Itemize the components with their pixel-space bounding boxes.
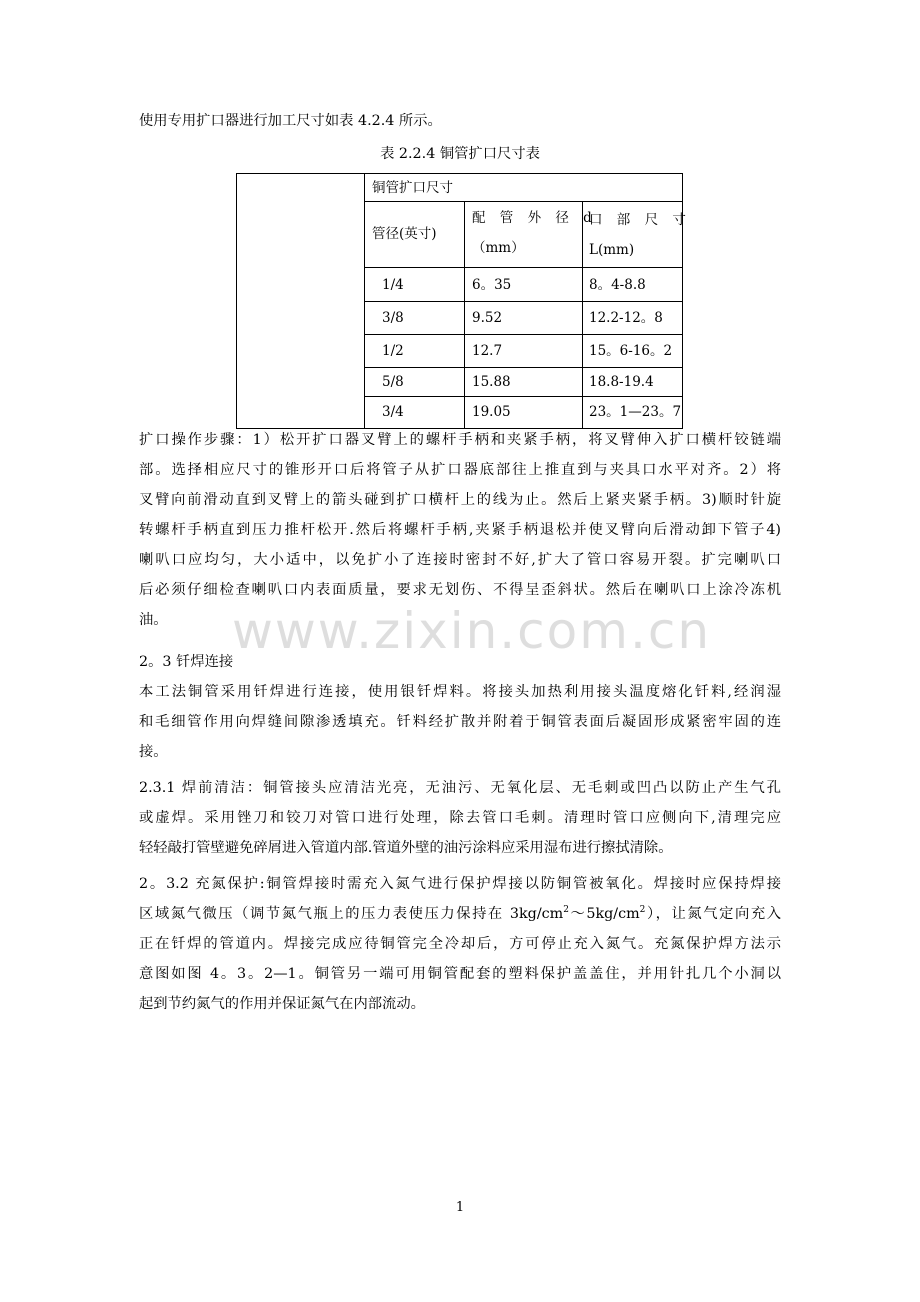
paragraph-line: 或虚焊。采用锉刀和铰刀对管口进行处理，除去管口毛刺。清理时管口应侧向下,清理完应 [139,810,781,826]
table-divider [364,396,683,397]
paragraph-line: 和毛细管作用向焊缝间隙渗透填充。钎料经扩散并附着于铜管表面后凝固形成紧密牢固的连 [139,714,781,730]
paragraph-line: 转螺杆手柄直到压力推杆松开.然后将螺杆手柄,夹紧手柄退松并使叉臂向后滑动卸下管子4) [139,522,781,538]
table-divider [364,201,683,202]
column-header-size: 管径(英寸) [372,226,437,242]
paragraph-line: 本工法铜管采用钎焊进行连接，使用银钎焊料。将接头加热利用接头温度熔化钎料,经润湿 [139,684,781,700]
superscript: 2 [563,905,569,916]
table-cell-mouth: 23。1—23。7 [589,404,682,420]
table-cell-outer: 9.52 [472,310,503,326]
intro-line: 使用专用扩口器进行加工尺寸如表 4.2.4 所示。 [139,113,442,129]
watermark: www.zixin.com.cn [232,602,712,660]
table-cell-outer: 12.7 [472,343,503,359]
paragraph-line: 起到节约氮气的作用并保证氮气在内部流动。 [139,996,425,1012]
paragraph-line: 部。选择相应尺寸的锥形开口后将管子从扩口器底部往上推直到与夹具口水平对齐。2）将 [139,462,781,478]
text-span: 区域氮气微压（调节氮气瓶上的压力表使压力保持在 3kg/cm [139,906,564,922]
paragraph-line: 轻轻敲打管壁避免碎屑进入管道内部.管道外壁的油污涂料应采用湿布进行擦拭清除。 [139,840,673,856]
table-cell-mouth: 8。4-8.8 [589,277,646,293]
paragraph-line: 扩口操作步骤：1）松开扩口器叉臂上的螺杆手柄和夹紧手柄，将叉臂伸入扩口横杆铰链端 [139,432,781,448]
paragraph-line: 后必须仔细检查喇叭口内表面质量，要求无划伤、不得呈歪斜状。然后在喇叭口上涂冷冻机 [139,582,781,598]
table-divider [464,201,465,428]
table-divider [582,201,583,428]
column-header-mouth-size: 口 部 尺 寸 [589,212,691,228]
paragraph-line [139,899,781,929]
table-group-header: 铜管扩口尺寸 [372,180,453,196]
superscript: 2 [639,905,646,916]
table-cell-size: 3/8 [382,310,404,326]
paragraph-line: 接。 [139,744,168,760]
flare-size-table [236,173,691,429]
table-divider [364,267,683,268]
column-header-outer-diameter-unit: （mm） [472,240,525,256]
table-cell-size: 1/2 [382,343,404,359]
table-cell-mouth: 12.2-12。8 [589,310,663,326]
paragraph-line: 正在钎焊的管道内。焊接完成应待铜管完全冷却后，方可停止充入氮气。充氮保护焊方法示 [139,936,781,952]
paragraph-line: 2。3.2 充氮保护:铜管焊接时需充入氮气进行保护焊接以防铜管被氧化。焊接时应保持焊接 [139,876,781,892]
text-span: ～5kg/cm [568,906,640,922]
table-cell-outer: 19.05 [472,404,511,420]
paragraph-line: 油。 [139,612,168,628]
paragraph-line: 2.3.1 焊前清洁：铜管接头应清洁光亮，无油污、无氧化层、无毛刺或凹凸以防止产生气孔 [139,780,781,796]
table-cell-size: 1/4 [382,277,404,293]
paragraph-line: 喇叭口应均匀，大小适中，以免扩小了连接时密封不好,扩大了管口容易开裂。扩完喇叭口 [139,552,781,568]
table-divider [364,334,683,335]
table-cell-outer: 6。35 [472,277,512,293]
table-divider [364,367,683,368]
paragraph-line: 叉臂向前滑动直到叉臂上的箭头碰到扩口横杆上的线为止。然后上紧夹紧手柄。3)顺时针旋 [139,492,781,508]
table-cell-outer: 15.88 [472,374,511,390]
section-heading: 2。3 钎焊连接 [139,654,234,670]
column-header-outer-diameter: 配 管 外 径 d [472,210,597,226]
table-divider [364,301,683,302]
table-caption: 表 2.2.4 铜管扩口尺寸表 [380,146,540,162]
table-cell-mouth: 18.8-19.4 [589,374,654,390]
table-cell-size: 3/4 [382,404,404,420]
paragraph-line: 意图如图 4。3。2—1。铜管另一端可用铜管配套的塑料保护盖盖住，并用针扎几个小洞以 [139,966,781,982]
table-cell-mouth: 15。6-16。2 [589,343,673,359]
text-span: ），让氮气定向充入 [645,906,781,922]
table-cell-size: 5/8 [382,374,404,390]
page-number: 1 [455,1200,465,1215]
column-header-mouth-size-unit: L(mm) [589,242,635,258]
